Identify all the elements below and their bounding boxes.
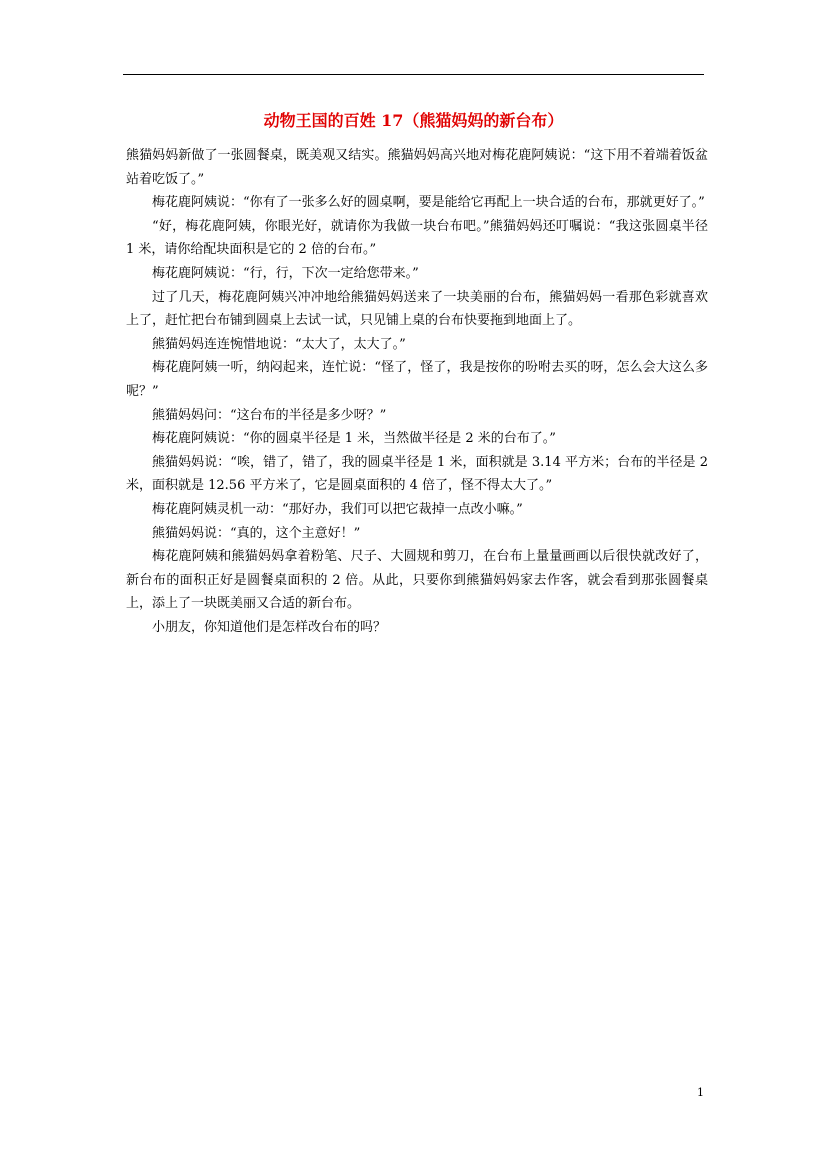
paragraph: 梅花鹿阿姨说：“你的圆桌半径是 1 米，当然做半径是 2 米的台布了。” <box>152 431 556 447</box>
paragraph: 熊猫妈妈说：“真的，这个主意好！” <box>152 525 361 541</box>
paragraph: 熊猫妈妈连连惋惜地说：“太大了，太大了。” <box>152 336 406 352</box>
paragraph: 过了几天，梅花鹿阿姨兴冲冲地给熊猫妈妈送来了一块美丽的台布，熊猫妈妈一看那色彩就喜欢上了，赶忙把台布铺到圆桌上去试一试，只见铺上桌的台布快要拖到地面上了。 <box>126 289 708 329</box>
paragraph: “好，梅花鹿阿姨，你眼光好，就请你为我做一块台布吧。”熊猫妈妈还叮嘱说：“我这张圆桌半径 1 米，请你给配块面积是它的 2 倍的台布。” <box>126 218 708 258</box>
paragraph: 熊猫妈妈新做了一张圆餐桌，既美观又结实。熊猫妈妈高兴地对梅花鹿阿姨说：“这下用不着端着饭盆站着吃饭了。” <box>126 148 708 187</box>
paragraph: 梅花鹿阿姨说：“你有了一张多么好的圆桌啊，要是能给它再配上一块合适的台布，那就更好了。” <box>152 195 705 211</box>
paragraph: 熊猫妈妈说：“唉，错了，错了，我的圆桌半径是 1 米，面积就是 3.14 平方米；台布的半径是 2 米，面积就是 12.56 平方米了，它是圆桌面积的 4 倍了，怪不得太大了。” <box>126 454 708 494</box>
paragraph: 梅花鹿阿姨灵机一动：“那好办，我们可以把它裁掉一点改小嘛。” <box>152 501 523 517</box>
document-title: 动物王国的百姓 17（熊猫妈妈的新台布） <box>263 111 564 130</box>
paragraph: 梅花鹿阿姨一听，纳闷起来，连忙说：“怪了，怪了，我是按你的吩咐去买的呀，怎么会大这么多呢？” <box>126 360 708 399</box>
page-number: 1 <box>697 1086 704 1099</box>
paragraph: 梅花鹿阿姨和熊猫妈妈拿着粉笔、尺子、大圆规和剪刀，在台布上量量画画以后很快就改好了，新台布的面积正好是圆餐桌面积的 2 倍。从此，只要你到熊猫妈妈家去作客，就会看到那张圆餐桌上，添上了一块既美丽又合适的新台布。 <box>126 549 708 612</box>
paragraph: 梅花鹿阿姨说：“行，行，下次一定给您带来。” <box>152 265 419 281</box>
paragraph: 熊猫妈妈问：“这台布的半径是多少呀？” <box>152 407 387 423</box>
paragraph: 小朋友，你知道他们是怎样改台布的吗？ <box>152 619 387 635</box>
document-body <box>126 144 708 639</box>
header-rule <box>123 74 704 75</box>
